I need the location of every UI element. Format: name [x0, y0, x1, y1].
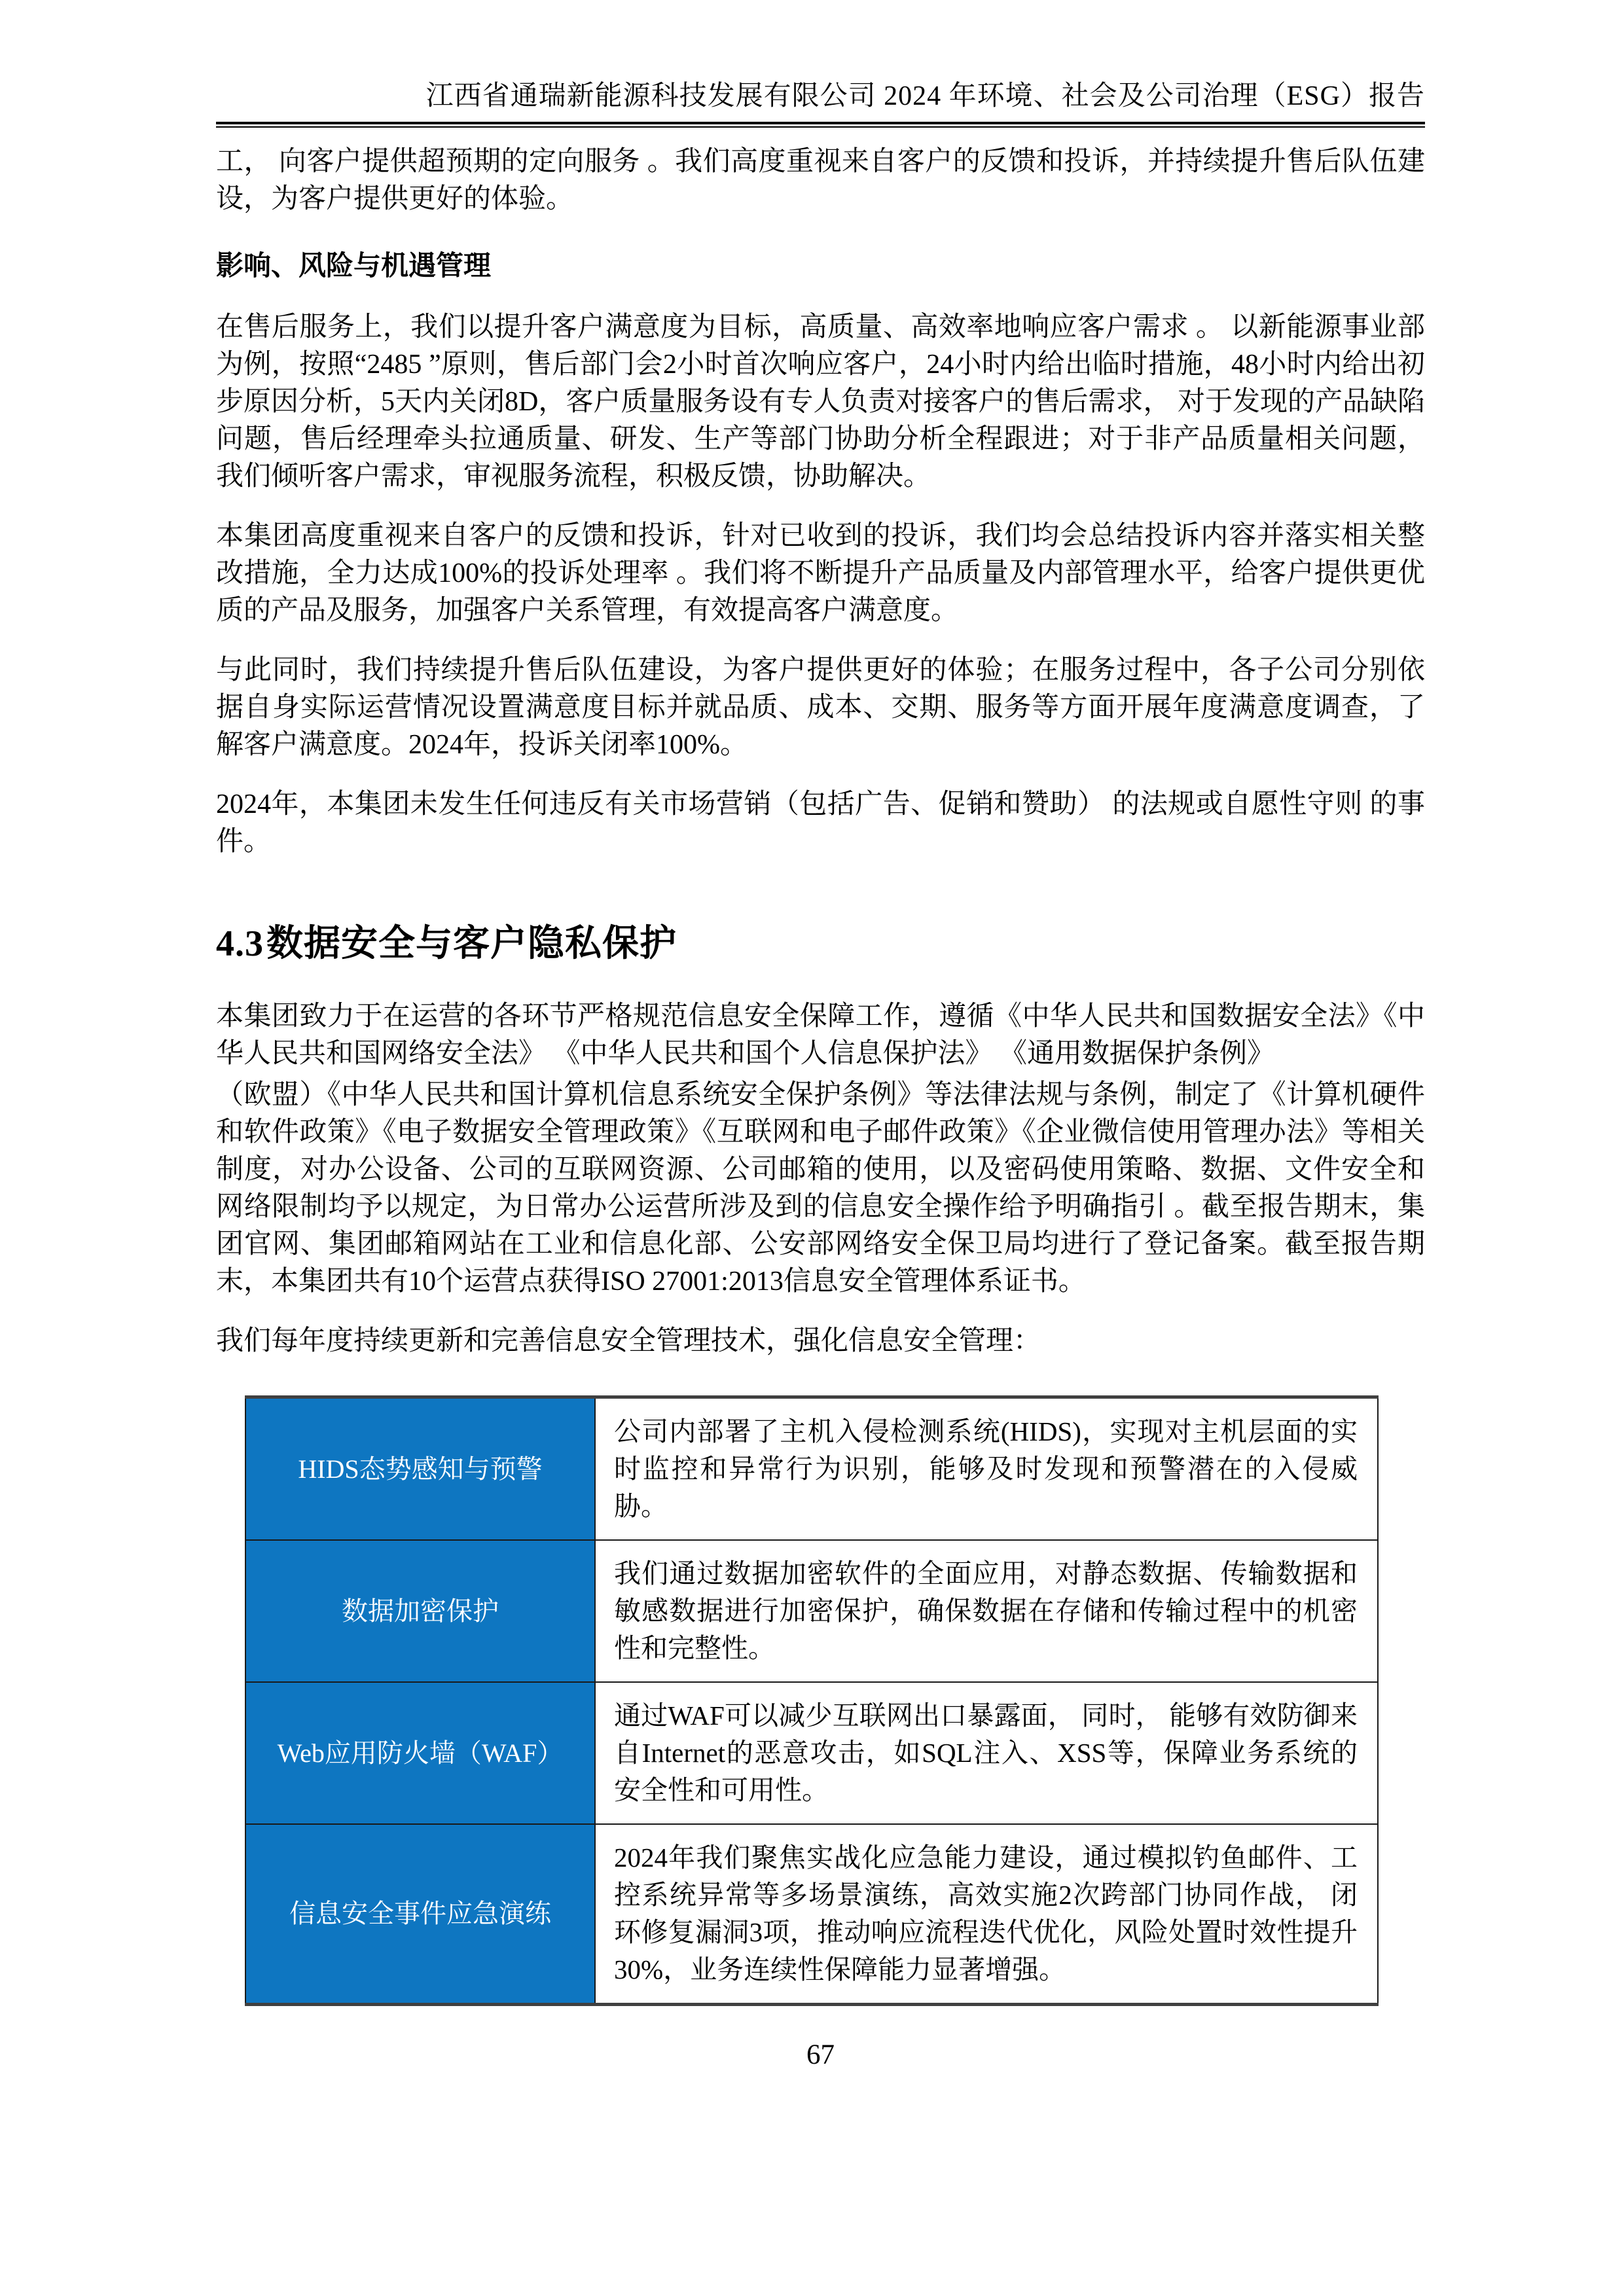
measure-description-cell: 我们通过数据加密软件的全面应用，对静态数据、传输数据和敏感数据进行加密保护，确保数据在存储和传输过程中的机密性和完整性。: [595, 1540, 1378, 1682]
measure-label-cell: Web应用防火墙（WAF）: [245, 1682, 595, 1824]
table-row-encryption: [245, 1540, 1378, 1682]
header-divider: [216, 122, 1425, 128]
measure-label-cell: 信息安全事件应急演练: [245, 1824, 595, 2005]
table-row-incident-drill: [245, 1824, 1378, 2005]
paragraph-security-table-intro: 我们每年度持续更新和完善信息安全管理技术，强化信息安全管理：: [216, 1326, 1041, 1356]
section-heading-data-security: [216, 922, 1425, 965]
header-divider-thin-line: [216, 126, 1425, 128]
section-number: 4.3: [216, 924, 264, 964]
page-header: [216, 0, 1425, 128]
measure-label-cell: 数据加密保护: [245, 1540, 595, 1682]
subsection-heading-impact-risk-opportunity: 影响、风险与机遇管理: [216, 251, 492, 281]
document-body: [216, 143, 1425, 2006]
report-header-title: 江西省通瑞新能源科技发展有限公司 2024 年环境、社会及公司治理（ESG）报告: [425, 81, 1425, 111]
measure-description-cell: 2024年我们聚焦实战化应急能力建设，通过模拟钓鱼邮件、工控系统异常等多场景演练，高效实施2次跨部门协同作战， 闭环修复漏洞3项，推动响应流程迭代优化，风险处置时效性提升30%，业务连续性保障能力显著增强。: [595, 1824, 1378, 2005]
paragraph-infosec-laws-part2: （欧盟）《中华人民共和国计算机信息系统安全保护条例》等法律法规与条例，制定了《计算机硬件和软件政策》《电子数据安全管理政策》《互联网和电子邮件政策》《企业微信使用管理办法》等相关制度，对办公设备、公司的互联网资源、公司邮箱的使用，以及密码使用策略、数据、文件安全和网络限制均予以规定，为日常办公运营所涉及到的信息安全操作给予明确指引 。截至报告期末，集团官网、集团邮箱网站在工业和信息化部、公安部网络安全保卫局均进行了登记备案。截至报告期末，本集团共有10个运营点获得ISO 27001:2013信息安全管理体系证书。: [216, 1080, 1425, 1297]
page-number: 67: [806, 2039, 835, 2070]
paragraph-infosec-laws-part1: 本集团致力于在运营的各环节严格规范信息安全保障工作，遵循《中华人民共和国数据安全法》《中华人民共和国网络安全法》 《中华人民共和国个人信息保护法》 《通用数据保护条例》: [216, 1001, 1425, 1069]
measure-description-cell: 公司内部署了主机入侵检测系统(HIDS)，实现对主机层面的实时监控和异常行为识别，能够及时发现和预警潜在的入侵威胁。: [595, 1397, 1378, 1541]
security-measures-table: [245, 1395, 1379, 2006]
table-row-waf: [245, 1682, 1378, 1824]
paragraph-marketing-compliance: 2024年，本集团未发生任何违反有关市场营销（包括广告、促销和赞助） 的法规或自愿性守则 的事件。: [216, 789, 1425, 857]
paragraph-complaint-handling: 本集团高度重视来自客户的反馈和投诉，针对已收到的投诉，我们均会总结投诉内容并落实相关整改措施，全力达成100%的投诉处理率 。我们将不断提升产品质量及内部管理水平，给客户提供更优质的产品及服务，加强客户关系管理，有效提高客户满意度。: [216, 521, 1425, 626]
measure-label-cell: HIDS态势感知与预警: [245, 1397, 595, 1541]
page-footer: [216, 2039, 1425, 2072]
paragraph-intro-continuation: 工， 向客户提供超预期的定向服务 。我们高度重视来自客户的反馈和投诉，并持续提升售后队伍建设，为客户提供更好的体验。: [216, 147, 1425, 214]
paragraph-satisfaction-survey: 与此同时，我们持续提升售后队伍建设，为客户提供更好的体验；在服务过程中，各子公司分别依据自身实际运营情况设置满意度目标并就品质、成本、交期、服务等方面开展年度满意度调查，了解客户满意度。2024年，投诉关闭率100%。: [216, 655, 1425, 760]
header-divider-thick-line: [216, 122, 1425, 124]
measure-description-cell: 通过WAF可以减少互联网出口暴露面， 同时， 能够有效防御来自Internet的恶意攻击，如SQL注入、XSS等，保障业务系统的安全性和可用性。: [595, 1682, 1378, 1824]
paragraph-after-sales-service: 在售后服务上，我们以提升客户满意度为目标，高质量、高效率地响应客户需求 。 以新能源事业部为例，按照“2485 ”原则，售后部门会2小时首次响应客户，24小时内给出临时措施，48小时内给出初步原因分析，5天内关闭8D，客户质量服务设有专人负责对接客户的售后需求， 对于发现的产品缺陷问题，售后经理牵头拉通质量、研发、生产等部门协助分析全程跟进；对于非产品质量相关问题，我们倾听客户需求，审视服务流程，积极反馈，协助解决。: [216, 312, 1425, 492]
section-title: 数据安全与客户隐私保护: [266, 924, 677, 964]
table-row-hids: [245, 1397, 1378, 1541]
